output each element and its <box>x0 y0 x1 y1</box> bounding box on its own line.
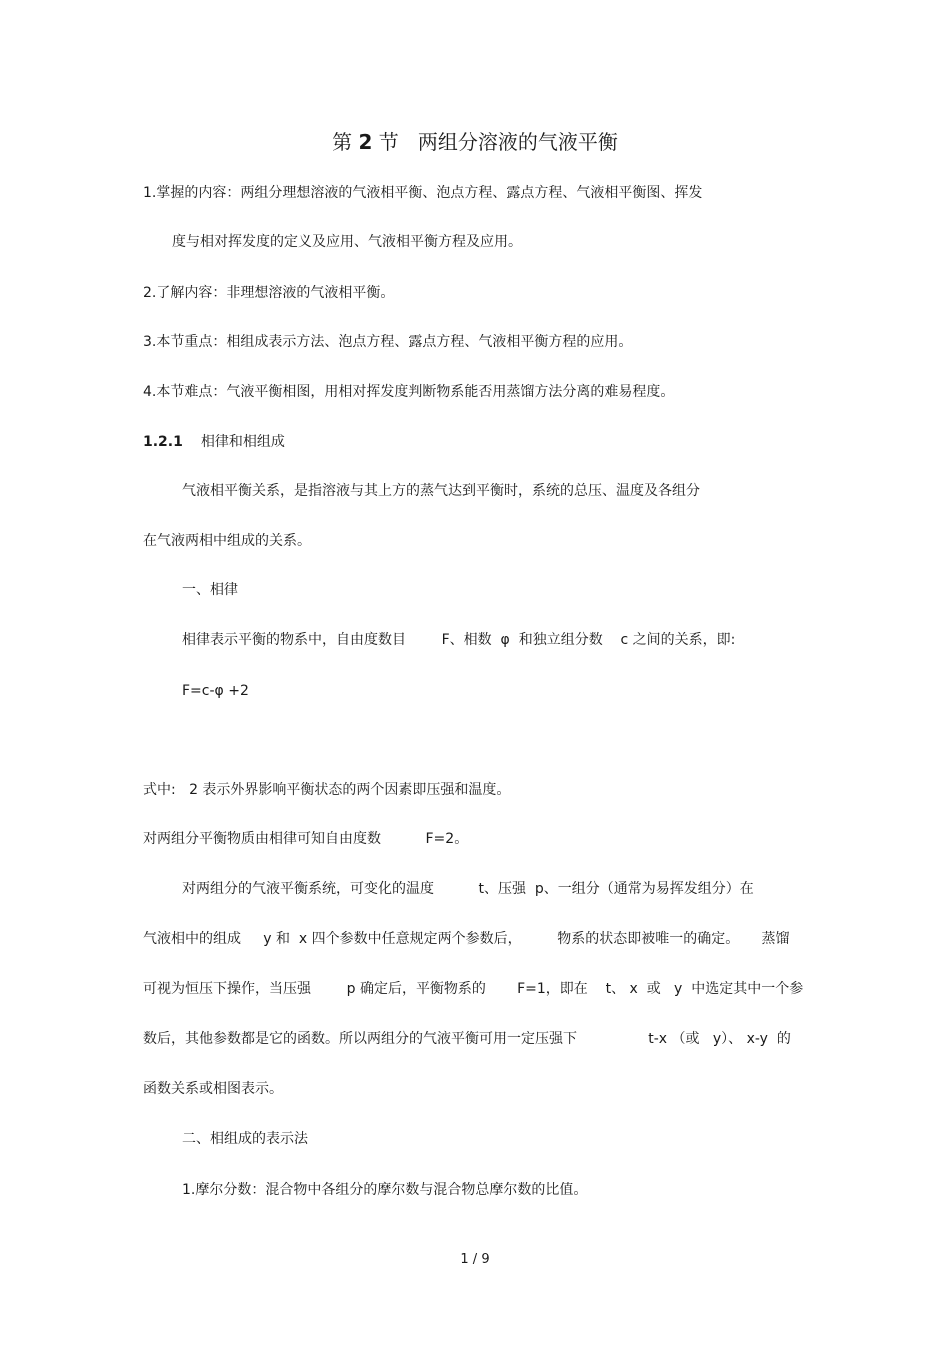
page-title <box>0 129 950 155</box>
paragraph-2: 相律表示平衡的物系中，自由度数目 F、相数 φ 和独立组分数 c 之间的关系，即: <box>182 632 736 648</box>
paragraph-5-line-1: 对两组分的气液平衡系统，可变化的温度 t、压强 p、一组分（通常为易挥发组分）在 <box>182 881 754 897</box>
title-number: 2 <box>358 130 373 154</box>
formula: F=c-φ +2 <box>182 683 249 699</box>
paragraph-6: 1.摩尔分数：混合物中各组分的摩尔数与混合物总摩尔数的比值。 <box>182 1182 588 1198</box>
paragraph-5-line-2: 气液相中的组成 y 和 x 四个参数中任意规定两个参数后， 物系的状态即被唯一的确定。 蒸馏 <box>143 931 790 947</box>
section-title: 相律和相组成 <box>200 434 285 450</box>
objective-2: 2.了解内容：非理想溶液的气液相平衡。 <box>143 285 395 301</box>
paragraph-5-line-5: 函数关系或相图表示。 <box>143 1081 283 1097</box>
subheading-phase-rule: 一、相律 <box>182 582 238 598</box>
paragraph-4: 对两组分平衡物质由相律可知自由度数 F=2。 <box>143 831 469 847</box>
paragraph-5-line-4: 数后，其他参数都是它的函数。所以两组分的气液平衡可用一定压强下 t-x （或 y）、 x-y 的 <box>143 1031 791 1047</box>
page-number: 1 / 9 <box>460 1252 490 1267</box>
objective-4: 4.本节难点：气液平衡相图，用相对挥发度判断物系能否用蒸馏方法分离的难易程度。 <box>143 384 675 400</box>
section-heading <box>143 433 285 451</box>
section-number: 1.2.1 <box>143 434 183 450</box>
objective-1-line-2: 度与相对挥发度的定义及应用、气液相平衡方程及应用。 <box>172 234 522 250</box>
objective-3: 3.本节重点：相组成表示方法、泡点方程、露点方程、气液相平衡方程的应用。 <box>143 334 633 350</box>
title-prefix: 第 <box>332 130 359 154</box>
paragraph-1-line-1: 气液相平衡关系，是指溶液与其上方的蒸气达到平衡时，系统的总压、温度及各组分 <box>182 483 700 499</box>
objective-1-line-1: 1.掌握的内容：两组分理想溶液的气液相平衡、泡点方程、露点方程、气液相平衡图、挥发 <box>143 185 703 201</box>
title-suffix: 节 两组分溶液的气液平衡 <box>372 130 618 154</box>
subheading-composition: 二、相组成的表示法 <box>182 1131 308 1147</box>
paragraph-1-line-2: 在气液两相中组成的关系。 <box>143 533 311 549</box>
paragraph-5-line-3: 可视为恒压下操作，当压强 p 确定后，平衡物系的 F=1，即在 t、 x 或 y 中选定其中一个参 <box>143 981 804 997</box>
paragraph-3: 式中: 2 表示外界影响平衡状态的两个因素即压强和温度。 <box>143 782 511 798</box>
